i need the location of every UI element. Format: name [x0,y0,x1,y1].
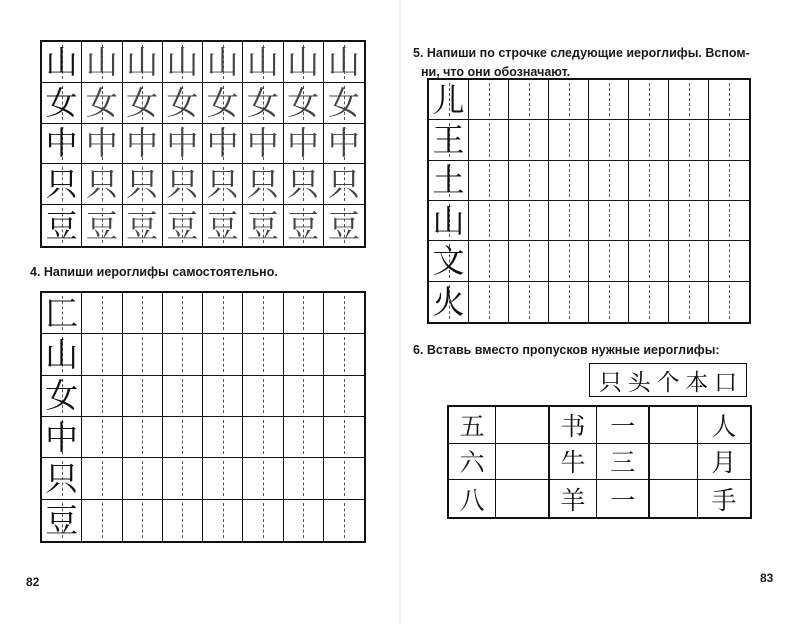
grid-cell [163,458,203,499]
hanzi-character: 豆 [246,206,279,245]
grid-cell [203,124,243,165]
hanzi-character: 豆 [126,206,159,245]
hanzi-character: 中 [327,124,360,163]
grid-cell [123,417,163,458]
hanzi-character: 五 [459,411,485,441]
hanzi-character: 一 [610,411,636,441]
grid-cell [669,80,709,120]
grid-cell [82,83,122,124]
right-page [400,0,800,624]
grid-row [42,164,364,205]
grid-cell [203,164,243,205]
grid-cell [284,164,324,205]
grid-cell [469,241,509,281]
grid-cell [243,124,283,165]
grid-cell [709,241,749,281]
grid-cell [243,83,283,124]
hanzi-character: 女 [85,83,118,122]
grid-cell [123,205,163,246]
choice-character: 只 [598,369,622,396]
page-number-right: 83 [760,571,774,585]
grid-cell [429,161,469,201]
exercise-blank-cell[interactable] [496,407,547,444]
hanzi-character: 中 [287,124,320,163]
grid-cell [243,42,283,83]
exercise-column [650,407,697,517]
grid-cell [123,334,163,375]
grid-cell [42,124,82,165]
choice-character: 本 [685,369,709,396]
grid-cell [284,500,324,541]
grid-cell [203,458,243,499]
grid-cell [123,124,163,165]
grid-cell [203,376,243,417]
hanzi-character: 女 [126,83,159,122]
grid-cell [123,293,163,334]
hanzi-character: 山 [206,42,239,81]
grid-cell [243,458,283,499]
hanzi-character: 山 [45,42,78,81]
grid-cell [669,201,709,241]
grid-cell [163,500,203,541]
grid-cell [203,42,243,83]
hanzi-character: 人 [711,411,737,441]
hanzi-character: 山 [327,42,360,81]
grid-cell [42,458,82,499]
exercise-column [496,407,549,517]
grid-cell [669,161,709,201]
grid-cell [509,201,549,241]
grid-cell [243,293,283,334]
grid-cell [324,164,364,205]
exercise-blank-cell[interactable] [650,444,696,481]
grid-row [42,417,364,458]
grid-cell [203,83,243,124]
grid-row [429,282,749,322]
task5-instruction [413,44,750,82]
hanzi-character: 土 [432,161,465,200]
grid-cell [509,282,549,322]
hanzi-character: 豆 [327,206,360,245]
exercise-character-cell [550,444,596,481]
grid-cell [469,201,509,241]
hanzi-character: 书 [560,411,586,441]
hanzi-character: 女 [287,83,320,122]
grid-cell [123,83,163,124]
grid-cell [629,201,669,241]
hanzi-character: 豆 [287,206,320,245]
grid-cell [82,293,122,334]
hanzi-character: 只 [246,165,279,204]
grid-cell [324,458,364,499]
hanzi-character: 豆 [45,206,78,245]
grid-cell [123,42,163,83]
grid-cell [324,417,364,458]
exercise-character-cell [449,444,495,481]
grid-row [429,161,749,201]
practice-grid-task5 [427,78,751,324]
hanzi-character: 中 [45,124,78,163]
grid-cell [82,334,122,375]
grid-cell [42,42,82,83]
exercise-character-cell [597,480,648,517]
grid-cell [469,161,509,201]
grid-cell [203,205,243,246]
hanzi-character: 文 [432,241,465,280]
grid-cell [589,120,629,160]
grid-row [429,80,749,120]
grid-cell [163,164,203,205]
grid-cell [709,282,749,322]
grid-cell [123,164,163,205]
page-number-left: 82 [26,575,40,589]
hanzi-character: 羊 [560,485,586,515]
exercise-character-cell [698,480,750,517]
grid-cell [42,376,82,417]
grid-cell [284,205,324,246]
hanzi-character: 八 [459,485,485,515]
hanzi-character: 女 [327,83,360,122]
grid-cell [284,293,324,334]
grid-row [42,205,364,246]
hanzi-character: 只 [85,165,118,204]
grid-cell [709,201,749,241]
grid-cell [243,500,283,541]
grid-cell [163,83,203,124]
grid-cell [324,205,364,246]
hanzi-character: 中 [246,124,279,163]
choice-character: 头 [627,369,651,396]
grid-cell [123,458,163,499]
grid-cell [629,80,669,120]
choice-character: 个 [656,369,680,396]
grid-cell [469,282,509,322]
hanzi-character: 女 [166,83,199,122]
hanzi-character: 王 [432,120,465,159]
hanzi-character: 月 [711,448,737,478]
hanzi-character: 山 [432,201,465,240]
grid-cell [589,282,629,322]
task5-line2: ни, что они обозначают. [421,65,571,79]
grid-cell [709,120,749,160]
grid-cell [82,458,122,499]
grid-cell [669,120,709,160]
exercise-column [698,407,750,517]
hanzi-character: 女 [45,376,79,416]
grid-row [42,376,364,417]
grid-cell [629,282,669,322]
grid-row [42,334,364,375]
grid-cell [469,120,509,160]
grid-cell [549,201,589,241]
task6-exercise-grid [447,405,752,519]
grid-cell [82,417,122,458]
exercise-character-cell [449,407,495,444]
exercise-character-cell [449,480,495,517]
grid-cell [629,241,669,281]
grid-row [42,293,364,334]
grid-cell [123,376,163,417]
hanzi-character: 六 [459,448,485,478]
hanzi-character: 匚 [45,293,79,333]
exercise-blank-cell[interactable] [496,444,547,481]
grid-cell [669,241,709,281]
grid-cell [709,161,749,201]
hanzi-character: 只 [166,165,199,204]
grid-cell [324,376,364,417]
exercise-character-cell [550,407,596,444]
grid-cell [82,376,122,417]
grid-row [429,201,749,241]
hanzi-character: 只 [126,165,159,204]
practice-grid-task4 [40,291,366,543]
hanzi-character: 只 [287,165,320,204]
grid-cell [589,241,629,281]
task5-line1: 5. Напиши по строчке следующие иероглифы. Вспом- [413,46,750,60]
hanzi-character: 女 [246,83,279,122]
grid-cell [429,282,469,322]
grid-cell [549,161,589,201]
grid-cell [589,80,629,120]
grid-cell [429,120,469,160]
hanzi-character: 山 [287,42,320,81]
grid-cell [429,241,469,281]
grid-row [429,120,749,160]
grid-cell [163,334,203,375]
grid-cell [324,334,364,375]
grid-cell [549,282,589,322]
hanzi-character: 女 [206,83,239,122]
hanzi-character: 豆 [45,500,79,540]
grid-cell [549,80,589,120]
hanzi-character: 中 [166,124,199,163]
grid-cell [42,417,82,458]
hanzi-character: 豆 [206,206,239,245]
grid-cell [324,124,364,165]
grid-cell [549,120,589,160]
hanzi-character: 豆 [166,206,199,245]
grid-cell [42,500,82,541]
grid-cell [42,334,82,375]
exercise-character-cell [698,407,750,444]
exercise-blank-cell[interactable] [496,480,547,517]
hanzi-character: 只 [327,165,360,204]
grid-cell [509,161,549,201]
hanzi-character: 只 [45,165,78,204]
grid-cell [243,205,283,246]
grid-row [42,124,364,165]
grid-cell [82,205,122,246]
grid-row [429,241,749,281]
grid-cell [42,83,82,124]
grid-cell [203,293,243,334]
tracing-grid [40,40,366,248]
hanzi-character: 中 [45,417,79,457]
hanzi-character: 山 [246,42,279,81]
grid-cell [589,161,629,201]
grid-cell [429,201,469,241]
grid-row [42,83,364,124]
grid-row [42,42,364,83]
hanzi-character: 儿 [432,80,465,119]
grid-cell [163,376,203,417]
hanzi-character: 豆 [85,206,118,245]
grid-cell [243,417,283,458]
exercise-character-cell [550,480,596,517]
exercise-blank-cell[interactable] [650,480,696,517]
exercise-character-cell [597,407,648,444]
grid-cell [469,80,509,120]
grid-cell [284,376,324,417]
hanzi-character: 牛 [560,448,586,478]
grid-cell [509,120,549,160]
hanzi-character: 只 [45,458,79,498]
exercise-column [550,407,597,517]
grid-cell [163,293,203,334]
grid-cell [709,80,749,120]
grid-cell [163,124,203,165]
grid-cell [203,417,243,458]
grid-cell [123,500,163,541]
hanzi-character: 一 [610,485,636,515]
hanzi-character: 中 [85,124,118,163]
grid-cell [549,241,589,281]
grid-cell [324,500,364,541]
grid-cell [82,124,122,165]
grid-cell [324,293,364,334]
hanzi-character: 三 [610,448,636,478]
task6-choice-box [589,363,747,397]
grid-cell [203,500,243,541]
grid-cell [203,334,243,375]
grid-cell [324,42,364,83]
exercise-blank-cell[interactable] [650,407,696,444]
hanzi-character: 山 [166,42,199,81]
grid-row [42,458,364,499]
grid-cell [82,500,122,541]
hanzi-character: 只 [206,165,239,204]
grid-cell [284,83,324,124]
grid-cell [243,334,283,375]
hanzi-character: 火 [432,282,465,321]
grid-cell [42,164,82,205]
grid-cell [284,124,324,165]
grid-cell [243,376,283,417]
hanzi-character: 山 [85,42,118,81]
grid-cell [163,205,203,246]
grid-cell [629,120,669,160]
hanzi-character: 山 [126,42,159,81]
choice-character: 口 [714,369,738,396]
grid-cell [429,80,469,120]
grid-cell [82,42,122,83]
grid-cell [42,205,82,246]
grid-cell [284,458,324,499]
grid-cell [509,241,549,281]
grid-cell [163,417,203,458]
grid-cell [284,334,324,375]
grid-cell [243,164,283,205]
grid-cell [629,161,669,201]
grid-cell [284,42,324,83]
grid-cell [324,83,364,124]
exercise-column [597,407,650,517]
hanzi-character: 中 [126,124,159,163]
hanzi-character: 中 [206,124,239,163]
grid-cell [669,282,709,322]
exercise-column [449,407,496,517]
grid-cell [284,417,324,458]
grid-cell [163,42,203,83]
hanzi-character: 山 [45,334,79,374]
exercise-character-cell [597,444,648,481]
grid-row [42,500,364,541]
grid-cell [509,80,549,120]
grid-cell [589,201,629,241]
grid-cell [82,164,122,205]
grid-cell [42,293,82,334]
exercise-character-cell [698,444,750,481]
task4-instruction: 4. Напиши иероглифы самостоятельно. [30,265,278,279]
hanzi-character: 女 [45,83,78,122]
task6-instruction: 6. Вставь вместо пропусков нужные иероглифы: [413,343,720,357]
hanzi-character: 手 [711,485,737,515]
